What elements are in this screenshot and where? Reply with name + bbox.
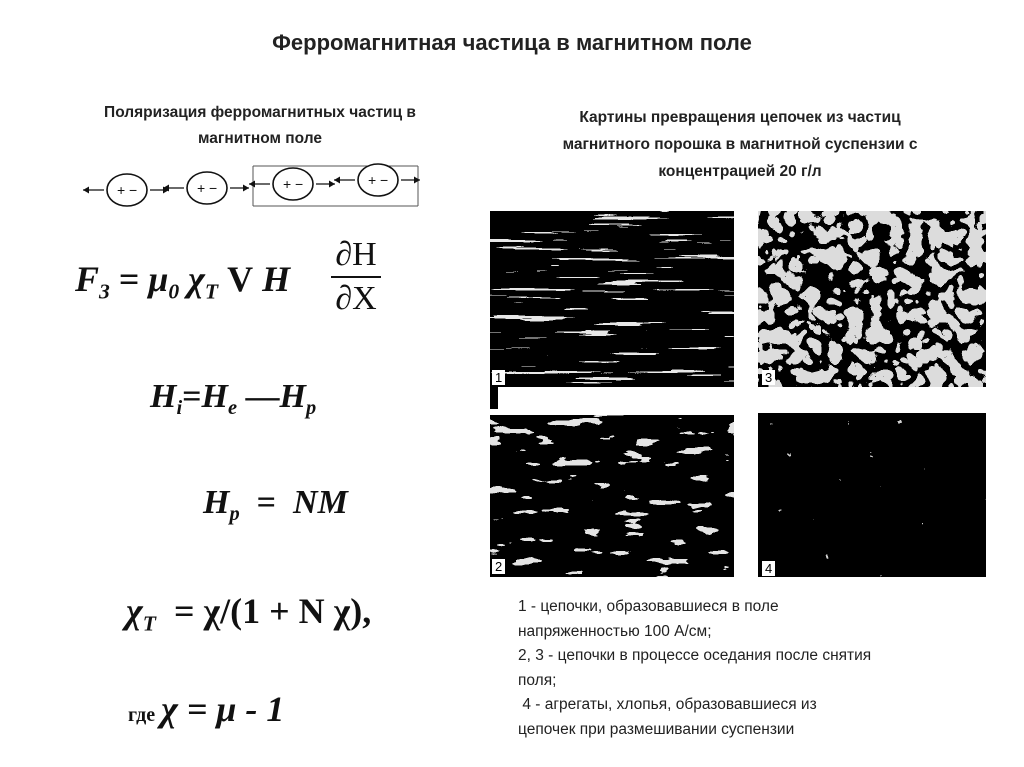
chi-definition [128, 688, 284, 730]
minus-sign: − [129, 182, 138, 198]
gradient-denominator: ∂X [335, 279, 377, 317]
chi-symbol: χ [188, 259, 205, 299]
gradient-fraction [331, 236, 381, 318]
panel-1-texture [490, 211, 734, 409]
particle-4 [358, 164, 398, 196]
caption-line-5: 4 - агрегаты, хлопья, образовавшиеся из [518, 696, 817, 713]
hp-symbol: H [279, 378, 306, 415]
plus-sign: + [117, 182, 126, 198]
force-formula [75, 258, 290, 305]
he-subscript: e [227, 397, 238, 420]
panel-2-texture [490, 415, 734, 577]
demagnetizing-field-formula: $H_p$ = NM [203, 484, 348, 526]
plus-sign: + [368, 172, 377, 188]
figure-caption [518, 595, 1008, 742]
horizontal-divider [498, 387, 990, 413]
particle-2 [187, 172, 227, 204]
panel-label-3: 3 [762, 370, 775, 385]
particle-1 [107, 174, 147, 206]
hi-symbol: H [150, 378, 177, 415]
field-arrow-right-3-head [329, 181, 335, 188]
plus-sign: + [197, 180, 206, 196]
caption-line-2: напряженностью 100 А/см; [518, 622, 712, 640]
field-arrow-left-3-head [249, 181, 255, 188]
hp-subscript: p [229, 503, 240, 526]
mu-subscript: 0 [168, 279, 180, 304]
chi-subscript: T [204, 279, 219, 304]
chains-heading-line-1: Картины превращения цепочек из частиц [579, 109, 901, 126]
susceptibility-formula: $\chi_T = \chi/(1 + N$ χ), [126, 591, 372, 636]
panel-4-texture [758, 413, 986, 577]
equals-sign: = [118, 259, 140, 299]
chi-t-symbol: χ [126, 591, 143, 631]
panel-label-4: 4 [762, 561, 775, 576]
chains-heading-line-3: концентрацией 20 г/л [658, 163, 822, 180]
caption-line-3: 2, 3 - цепочки в процессе оседания после снятия [518, 647, 872, 664]
where-label: где [128, 704, 156, 726]
mu-symbol: μ [148, 259, 169, 299]
volume-symbol: V [227, 259, 254, 299]
field-arrow-right-2-head [243, 185, 249, 192]
chi-definition-expression: χ = μ - 1 [161, 689, 285, 729]
minus-sign: − [295, 176, 304, 192]
minus-sign: − [380, 172, 389, 188]
field-symbol: H [262, 259, 291, 299]
panel-label-2: 2 [492, 559, 505, 574]
chains-heading [480, 104, 1000, 185]
field-arrow-left-1-head [83, 187, 89, 194]
field-arrow-left-4-head [334, 177, 340, 184]
internal-field-formula: $H_i=H_e$ $—H_p$ [150, 378, 317, 420]
susceptibility-expression: χ/(1 + N χ), [203, 591, 372, 631]
panel-3-texture [758, 211, 986, 387]
micrograph-figure [486, 207, 990, 579]
polarization-diagram [80, 160, 425, 215]
caption-line-4: поля; [518, 671, 557, 689]
hi-subscript: i [176, 397, 183, 420]
particle-3 [273, 168, 313, 200]
caption-line-1: 1 - цепочки, образовавшиеся в поле [518, 598, 779, 615]
force-symbol: F [75, 259, 100, 299]
polarized-particles [83, 164, 420, 206]
chi-t-subscript: T [142, 611, 156, 636]
micrograph-panels [486, 207, 990, 579]
hp-subscript: p [305, 397, 317, 420]
polarization-heading-line-2: магнитном поле [198, 130, 322, 147]
minus-sign: − [209, 180, 218, 196]
panel-label-1: 1 [492, 370, 505, 385]
chains-heading-line-2: магнитного порошка в магнитной суспензии с [562, 136, 918, 153]
polarization-heading [50, 100, 470, 152]
polarization-heading-line-1: Поляризация ферромагнитных частиц в [104, 104, 416, 121]
gradient-numerator: ∂H [335, 236, 377, 273]
page-title: Ферромагнитная частица в магнитном поле [272, 30, 752, 55]
hp-symbol: H [203, 484, 230, 521]
he-symbol: H [201, 378, 228, 415]
caption-line-6: цепочек при размешивании суспензии [518, 720, 795, 738]
field-arrow-right-4-head [414, 177, 420, 184]
nm-symbol: NM [293, 484, 348, 521]
fraction-bar [331, 276, 381, 278]
force-subscript: 3 [99, 279, 110, 304]
plus-sign: + [283, 176, 292, 192]
